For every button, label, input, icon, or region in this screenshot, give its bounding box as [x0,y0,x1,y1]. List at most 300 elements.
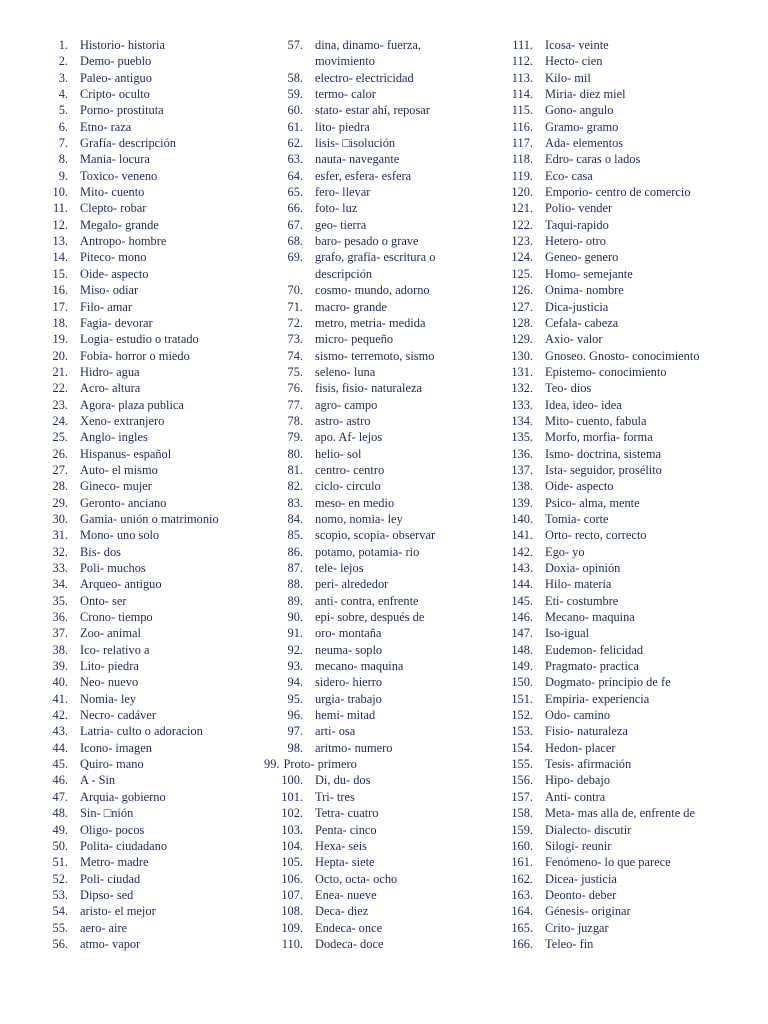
list-item [500,920,760,936]
item-text: Anti- contra [545,789,606,804]
list-item [40,527,270,543]
item-text: Emporio- centro de comercio [545,185,691,200]
item-number: 48. [52,806,68,821]
item-text: Fenómeno- lo que parece [545,855,671,870]
item-number: 79. [287,430,303,445]
list-item [500,576,760,592]
item-number: 110. [281,936,303,951]
list-item [268,135,500,151]
item-number: 29. [52,495,68,510]
item-number: 157. [511,789,533,804]
list-item [500,429,760,445]
item-text: Poli- ciudad [80,871,141,886]
list-item [268,478,500,494]
item-text: Tri- tres [315,789,355,804]
item-text: Poli- muchos [80,561,146,575]
item-number: 68. [287,234,303,249]
list-item [500,200,760,216]
item-text: Crito- juzgar [545,920,609,935]
item-number: 90. [287,610,303,625]
list-item [268,184,500,200]
item-number: 14. [52,250,68,265]
list-item [40,413,270,429]
item-text: Fisio- naturaleza [545,724,628,739]
item-number: 144. [511,577,533,592]
item-text: Ego- yo [545,544,585,559]
item-number: 93. [287,659,303,674]
list-item [268,576,500,592]
item-number: 54. [52,904,68,919]
item-number: 89. [287,593,303,608]
item-text: termo- calor [315,87,376,102]
list-item [40,315,270,331]
item-number: 27. [52,462,68,477]
item-number: 36. [52,610,68,625]
item-text: Mito- cuento, fabula [545,413,647,428]
item-text: Anglo- ingles [80,430,148,445]
list-item [268,413,500,429]
item-number: 165. [511,920,533,935]
item-text: Sin- □nión [80,806,134,821]
item-text: potamo, potamia- rio [315,544,420,559]
item-number: 5. [58,103,68,118]
item-text: Fobia- horror o miedo [80,348,190,363]
list-item [40,102,270,118]
list-item [40,838,270,854]
item-text: Meta- mas alla de, enfrente de [545,806,695,821]
item-number: 117. [511,136,533,151]
item-number: 95. [287,691,303,706]
list-item [268,691,500,707]
item-text: Eco- casa [545,168,593,183]
item-number: 124. [511,250,533,265]
item-number: 3. [58,70,68,85]
item-number: 81. [287,462,303,477]
item-number: 16. [52,283,68,298]
list-item [268,903,500,919]
item-number: 102. [281,806,303,821]
item-text: Ismo- doctrina, sistema [545,446,661,461]
list-item [500,184,760,200]
item-text: electro- electricidad [315,70,414,85]
list-item [500,495,760,511]
item-number: 85. [287,528,303,543]
list-item [40,495,270,511]
item-text: dina, dinamo- fuerza, movimiento [315,38,421,69]
list-item [40,871,270,887]
item-number: 151. [511,691,533,706]
item-text: Orto- recto, correcto [545,528,647,543]
item-number: 127. [511,299,533,314]
item-number: 39. [52,659,68,674]
item-text: Metro- madre [80,855,149,870]
list-item [40,249,270,265]
item-number: 32. [52,544,68,559]
item-number: 143. [511,561,533,575]
item-number: 104. [281,838,303,853]
list-item [268,462,500,478]
item-number: 9. [58,168,68,183]
item-text: Necro- cadáver [80,708,157,723]
item-text: Xeno- extranjero [80,413,165,428]
item-text: Cripto- oculto [80,87,150,102]
item-number: 26. [52,446,68,461]
item-number: 28. [52,479,68,494]
list-item [500,151,760,167]
item-number: 119. [511,168,533,183]
list-item [268,658,500,674]
item-number: 121. [511,201,533,216]
item-number: 47. [52,789,68,804]
item-number: 60. [287,103,303,118]
item-number: 72. [287,315,303,330]
item-number: 7. [58,136,68,151]
item-text: Hetero- otro [545,234,606,249]
list-item [268,822,500,838]
item-number: 94. [287,675,303,690]
list-item [500,903,760,919]
item-text: Quiro- mano [80,757,144,772]
item-text: agro- campo [315,397,378,412]
item-number: 2. [58,54,68,69]
list-item [500,233,760,249]
item-number: 67. [287,217,303,232]
list-item [500,413,760,429]
item-text: Onto- ser [80,593,127,608]
item-number: 82. [287,479,303,494]
item-text: Oligo- pocos [80,822,145,837]
item-text: Hedon- placer [545,740,616,755]
list-item [40,266,270,282]
list-item [500,772,760,788]
item-number: 45. [52,757,68,772]
item-text: sismo- terremoto, sismo [315,348,435,363]
list-item [500,446,760,462]
item-text: Morfo, morfia- forma [545,430,653,445]
item-text: Tomia- corte [545,511,609,526]
item-text: fero- llevar [315,185,371,200]
item-number: 69. [287,250,303,265]
item-number: 77. [287,397,303,412]
item-number: 114. [511,87,533,102]
item-text: Di, du- dos [315,773,371,788]
list-item [500,625,760,641]
list-item [500,168,760,184]
item-text: peri- alrededor [315,577,389,592]
column-2 [264,37,500,952]
item-text: metro, metria- medida [315,315,426,330]
item-number: 112. [511,54,533,69]
list-item [40,446,270,462]
list-item [268,348,500,364]
list-item [40,200,270,216]
item-number: 44. [52,740,68,755]
list-item [40,772,270,788]
item-number: 57. [287,38,303,52]
item-number: 46. [52,773,68,788]
list-item [500,740,760,756]
list-item [268,772,500,788]
item-text: Tetra- cuatro [315,806,379,821]
item-number: 153. [511,724,533,739]
item-text: Antropo- hombre [80,234,167,249]
item-text: anti- contra, enfrente [315,593,419,608]
item-number: 83. [287,495,303,510]
list-item [40,822,270,838]
list-item [40,756,270,772]
item-text: fisis, fisio- naturaleza [315,381,423,396]
list-item [40,380,270,396]
item-text: arti- osa [315,724,356,739]
list-item [40,576,270,592]
list-item [264,756,500,772]
item-text: cosmo- mundo, adorno [315,283,430,298]
list-item [500,102,760,118]
item-number: 164. [511,904,533,919]
item-text: aristo- el mejor [80,904,156,919]
item-text: Tesis- afirmación [545,757,632,772]
list-item [500,723,760,739]
item-number: 152. [511,708,533,723]
item-text: astro- astro [315,413,371,428]
list-item [268,674,500,690]
item-text: Crono- tiempo [80,610,153,625]
item-number: 19. [52,332,68,347]
list-item [500,462,760,478]
item-text: scopio, scopia- observar [315,528,436,543]
list-item [40,135,270,151]
list-item [40,53,270,69]
item-text: Hexa- seis [315,838,367,853]
item-text: macro- grande [315,299,387,314]
item-number: 163. [511,887,533,902]
list-item [500,135,760,151]
item-text: Icono- imagen [80,740,152,755]
item-text: micro- pequeño [315,332,394,347]
list-item [500,642,760,658]
item-text: Acro- altura [80,381,141,396]
item-text: Odo- camino [545,708,611,723]
item-text: Eti- costumbre [545,593,619,608]
item-number: 134. [511,413,533,428]
list-item [268,119,500,135]
item-number: 53. [52,887,68,902]
list-item [40,560,270,576]
item-text: esfer, esfera- esfera [315,168,412,183]
item-number: 125. [511,266,533,281]
item-number: 145. [511,593,533,608]
item-number: 158. [511,806,533,821]
item-text: Lito- piedra [80,659,139,674]
item-number: 64. [287,168,303,183]
item-text: mecano- maquina [315,659,404,674]
item-text: oro- montaña [315,626,382,641]
list-item [268,331,500,347]
item-text: Dogmato- principio de fe [545,675,671,690]
item-text: helio- sol [315,446,362,461]
list-item [500,397,760,413]
list-item [500,658,760,674]
item-text: Clepto- robar [80,201,147,216]
item-text: Deonto- deber [545,887,617,902]
item-text: Ada- elementos [545,136,624,151]
item-number: 25. [52,430,68,445]
item-text: Edro- caras o lados [545,152,641,167]
item-number: 61. [287,119,303,134]
item-text: geo- tierra [315,217,367,232]
list-item [40,936,270,952]
list-item [268,642,500,658]
item-number: 35. [52,593,68,608]
item-number: 109. [281,920,303,935]
item-text: Kilo- mil [545,70,591,85]
item-number: 132. [511,381,533,396]
list-item [40,903,270,919]
list-item [500,707,760,723]
item-text: Oide- aspecto [545,479,614,494]
item-text: Gamia- unión o matrimonio [80,511,219,526]
item-text: Etno- raza [80,119,132,134]
item-number: 80. [287,446,303,461]
item-number: 120. [511,185,533,200]
item-text: centro- centro [315,462,385,477]
item-number: 66. [287,201,303,216]
item-number: 21. [52,364,68,379]
list-item [40,723,270,739]
item-number: 107. [281,887,303,902]
item-number: 31. [52,528,68,543]
item-text: Latria- culto o adoracion [80,724,203,739]
item-text: Geneo- genero [545,250,619,265]
list-item [268,249,500,282]
list-item [40,348,270,364]
item-number: 73. [287,332,303,347]
item-text: Taqui-rapido [545,217,609,232]
list-item [40,593,270,609]
item-number: 42. [52,708,68,723]
list-item [500,315,760,331]
item-number: 156. [511,773,533,788]
item-number: 138. [511,479,533,494]
item-number: 20. [52,348,68,363]
list-item [268,102,500,118]
item-number: 13. [52,234,68,249]
item-number: 17. [52,299,68,314]
item-text: Megalo- grande [80,217,159,232]
item-text: Teo- dios [545,381,592,396]
item-text: Deca- diez [315,904,369,919]
list-item [500,86,760,102]
item-number: 11. [52,201,68,216]
list-item [500,217,760,233]
list-item [500,544,760,560]
list-item [40,282,270,298]
list-item [40,642,270,658]
list-item [500,560,760,576]
item-number: 113. [511,70,533,85]
list-item [268,625,500,641]
list-item [268,217,500,233]
item-text: Cefala- cabeza [545,315,619,330]
item-text: tele- lejos [315,561,364,575]
list-item [500,53,760,69]
item-number: 59. [287,87,303,102]
item-text: Polita- ciudadano [80,838,168,853]
item-text: epi- sobre, después de [315,610,425,625]
item-number: 130. [511,348,533,363]
list-item [40,789,270,805]
list-item [500,756,760,772]
item-text: Doxia- opinión [545,561,621,575]
list-item [268,871,500,887]
list-item [268,86,500,102]
list-item [40,217,270,233]
item-text: Dodeca- doce [315,936,384,951]
item-number: 52. [52,871,68,886]
list-item [40,397,270,413]
item-text: Enea- nueve [315,887,377,902]
list-item [500,282,760,298]
column-1 [40,37,270,952]
list-item [40,168,270,184]
item-number: 56. [52,936,68,951]
item-number: 140. [511,511,533,526]
item-number: 162. [511,871,533,886]
list-item [40,854,270,870]
item-text: Nomia- ley [80,691,137,706]
item-number: 87. [287,561,303,575]
item-text: aritmo- numero [315,740,393,755]
item-number: 129. [511,332,533,347]
list-item [40,609,270,625]
item-text: Silogi- reunir [545,838,612,853]
item-text: Gramo- gramo [545,119,619,134]
list-item [268,299,500,315]
item-number: 103. [281,822,303,837]
item-number: 38. [52,642,68,657]
item-text: Pragmato- practica [545,659,639,674]
item-number: 133. [511,397,533,412]
item-text: Teleo- fin [545,936,594,951]
list-item [268,936,500,952]
item-number: 6. [58,119,68,134]
list-item [268,315,500,331]
item-number: 70. [287,283,303,298]
list-item [500,674,760,690]
list-item [40,691,270,707]
list-item [500,805,760,821]
item-number: 128. [511,315,533,330]
list-item [268,740,500,756]
item-text: Eudemon- felicidad [545,642,644,657]
list-item [268,364,500,380]
item-text: Homo- semejante [545,266,633,281]
list-item [40,184,270,200]
item-number: 78. [287,413,303,428]
list-item [500,249,760,265]
item-number: 4. [58,87,68,102]
item-text: lisis- □isolución [315,136,396,151]
list-item [268,854,500,870]
item-text: A - Sin [80,773,116,788]
item-text: Mono- uno solo [80,528,160,543]
list-item [40,625,270,641]
item-text: Mecano- maquina [545,610,635,625]
list-item [500,478,760,494]
item-text: meso- en medio [315,495,395,510]
item-number: 135. [511,430,533,445]
list-item [40,299,270,315]
